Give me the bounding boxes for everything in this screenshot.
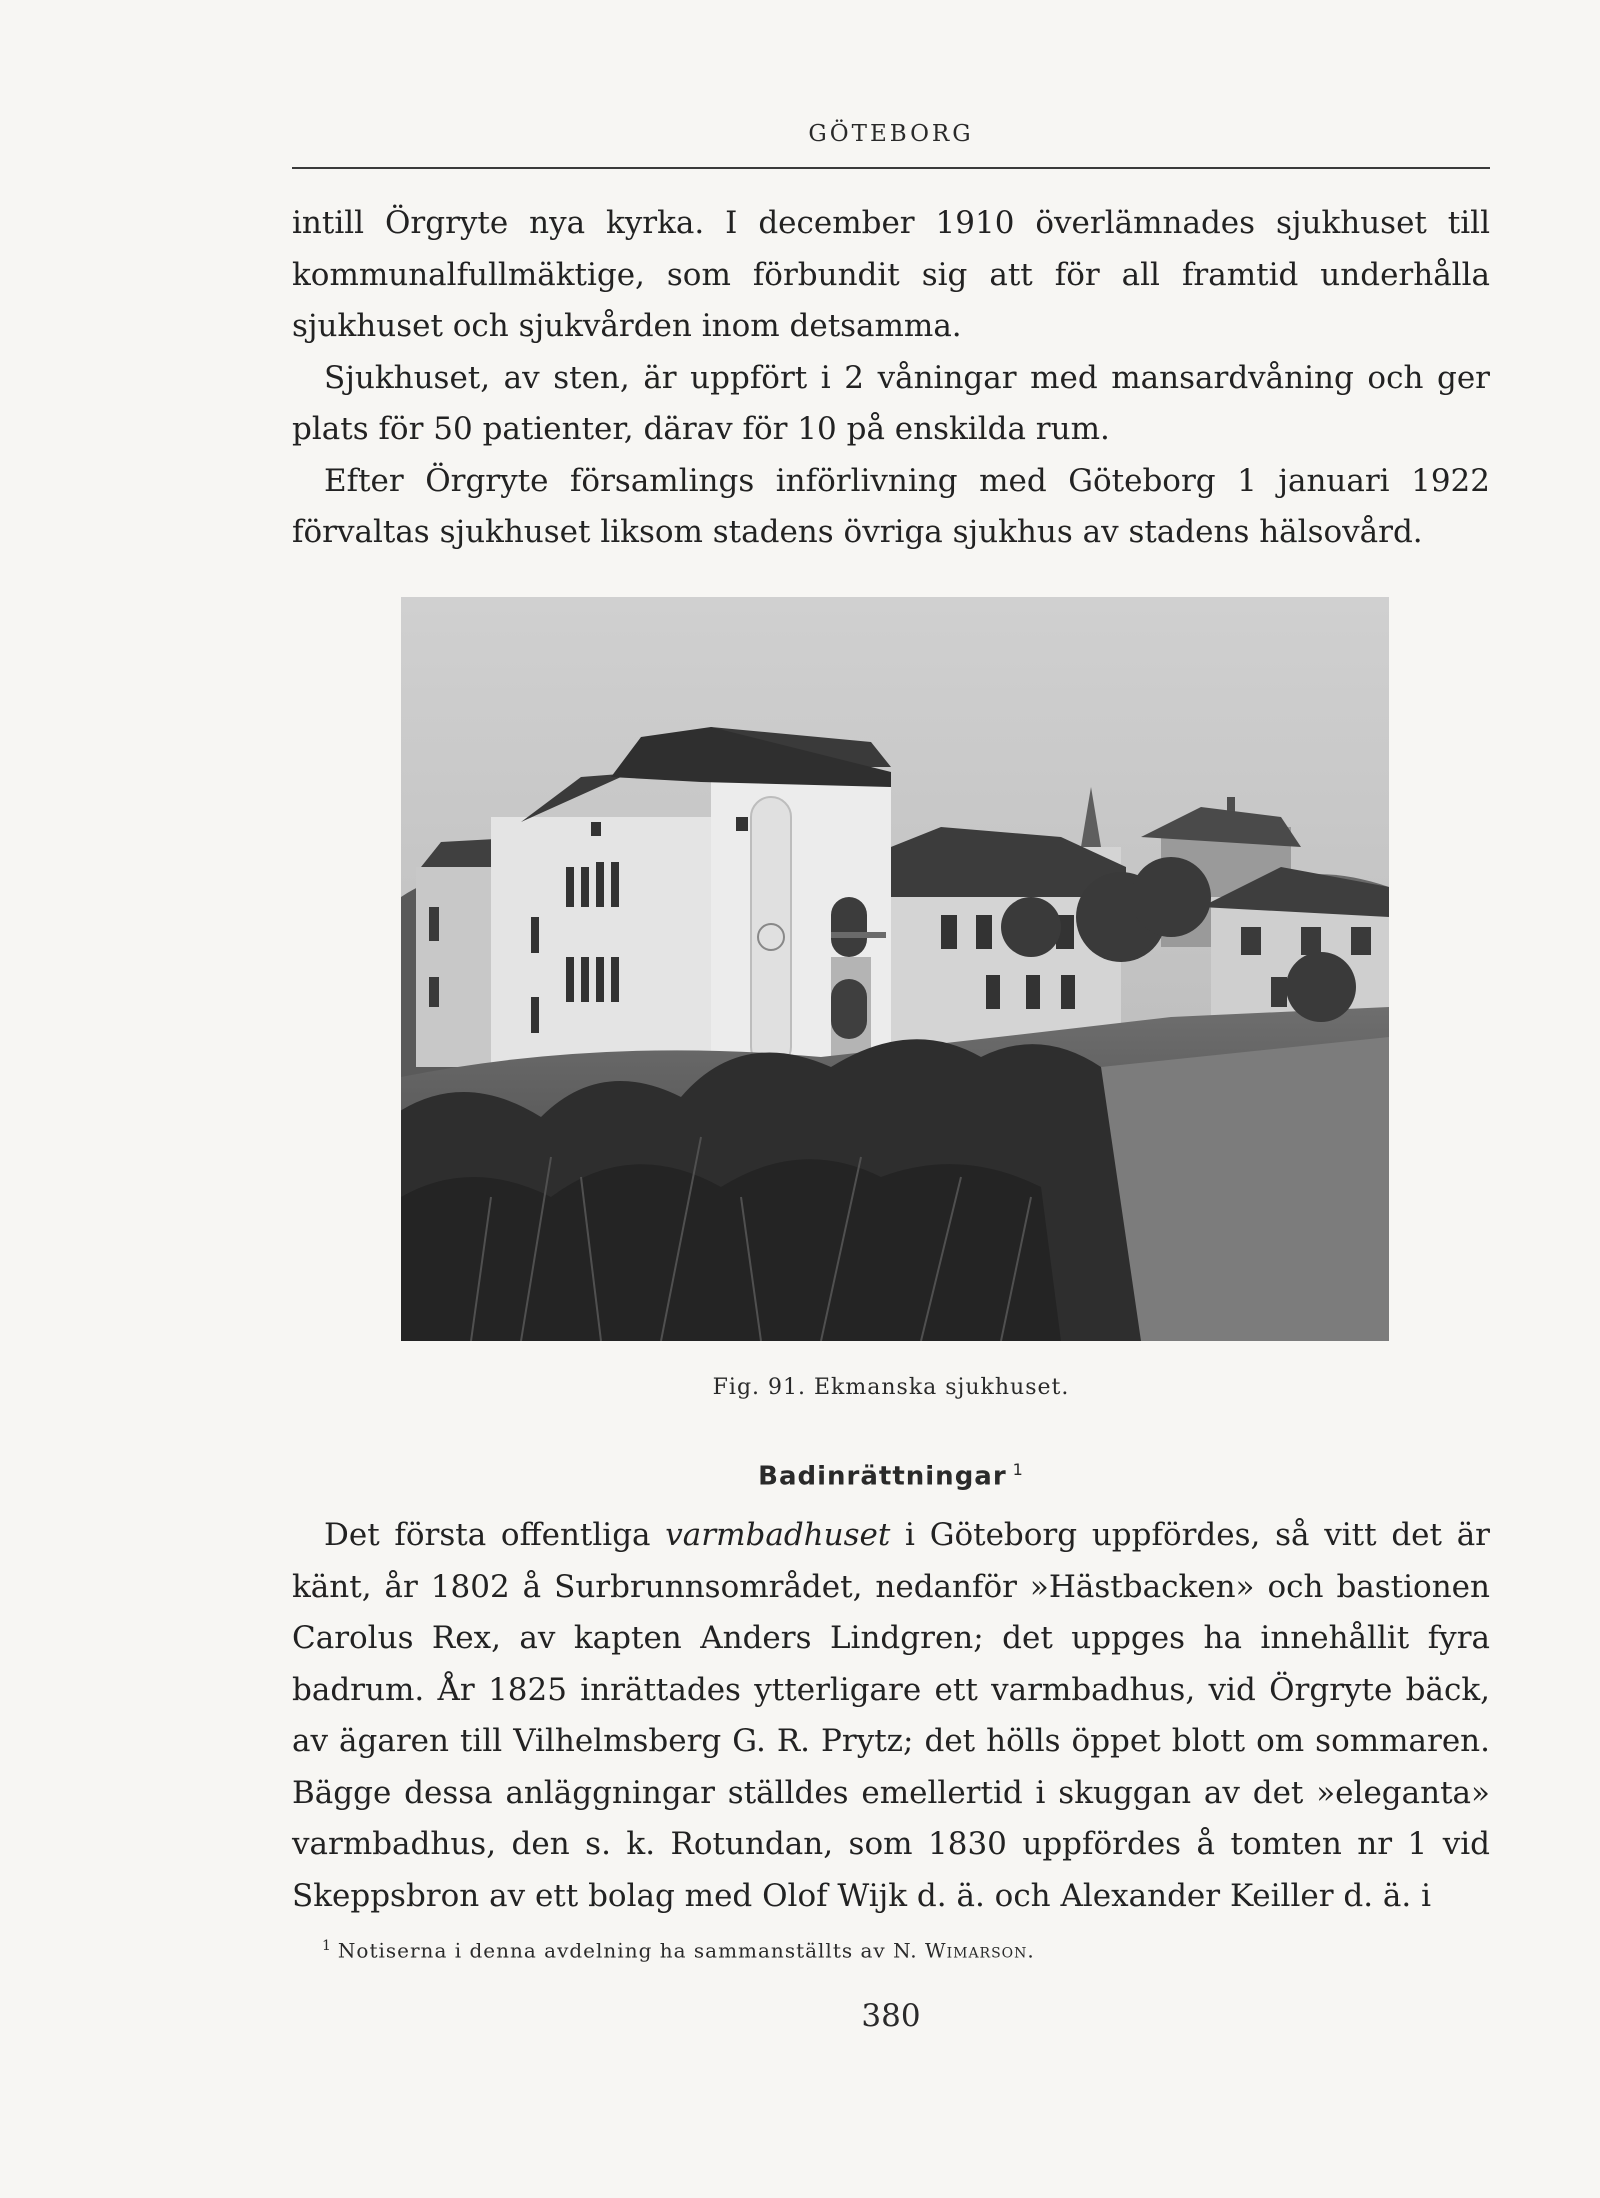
top-text-block — [292, 198, 1490, 559]
section-paragraph-start: Det första offentliga — [324, 1517, 666, 1553]
running-head: GÖTEBORG — [808, 121, 974, 147]
header-rule — [292, 167, 1490, 169]
hospital-photo — [401, 597, 1389, 1341]
page-number: 380 — [861, 1998, 921, 2034]
paragraph-2: Sjukhuset, av sten, är uppfört i 2 våningar med mansardvåning och ger plats för 50 patienter, därav för 10 på enskilda rum. — [292, 359, 1490, 447]
footnote-marker: 1 — [322, 1938, 332, 1954]
paragraph-1: intill Örgryte nya kyrka. I december 1910 överlämnades sjukhuset till kommunalfullmäktige, som förbundit sig att för all framtid underhålla sjukhuset och sjukvården inom detsamma. — [292, 205, 1490, 344]
footnote-reference: 1 — [1012, 1460, 1024, 1479]
section-text-block — [292, 1510, 1490, 1922]
section-paragraph-emphasis: varmbadhuset — [665, 1517, 891, 1553]
section-paragraph-rest: i Göteborg uppfördes, så vitt det är känt, år 1802 å Surbrunnsområdet, nedanför »Hästbacken» och bastionen Carolus Rex, av kapten Anders Lindgren; det uppges ha innehållit fyra badrum. År 1825 inrättades ytterligare ett varmbadhus, vid Örgryte bäck, av ägaren till Vilhelmsberg G. R. Prytz; det hölls öppet blott om sommaren. Bägge dessa anläggningar ställdes emellertid i skuggan av det »eleganta» varmbadhus, den s. k. Rotundan, som 1830 uppfördes å tomten nr 1 vid Skeppsbron av ett bolag med Olof Wijk d. ä. och Alexander Keiller d. ä. i — [292, 1517, 1490, 1914]
section-heading-text: Badinrättningar — [758, 1461, 1007, 1492]
footnote-text: Notiserna i denna avdelning ha sammanställts av N. — [337, 1938, 926, 1963]
section-paragraph — [292, 1510, 1490, 1922]
figure-caption: Fig. 91. Ekmanska sjukhuset. — [712, 1375, 1070, 1400]
section-heading — [292, 1460, 1490, 1492]
footnote-author: Wimarson. — [925, 1938, 1035, 1963]
paragraph-3: Efter Örgryte församlings införlivning med Göteborg 1 januari 1922 förvaltas sjukhuset liksom stadens övriga sjukhus av stadens hälsovård. — [292, 462, 1490, 550]
footnote — [322, 1938, 1490, 1963]
